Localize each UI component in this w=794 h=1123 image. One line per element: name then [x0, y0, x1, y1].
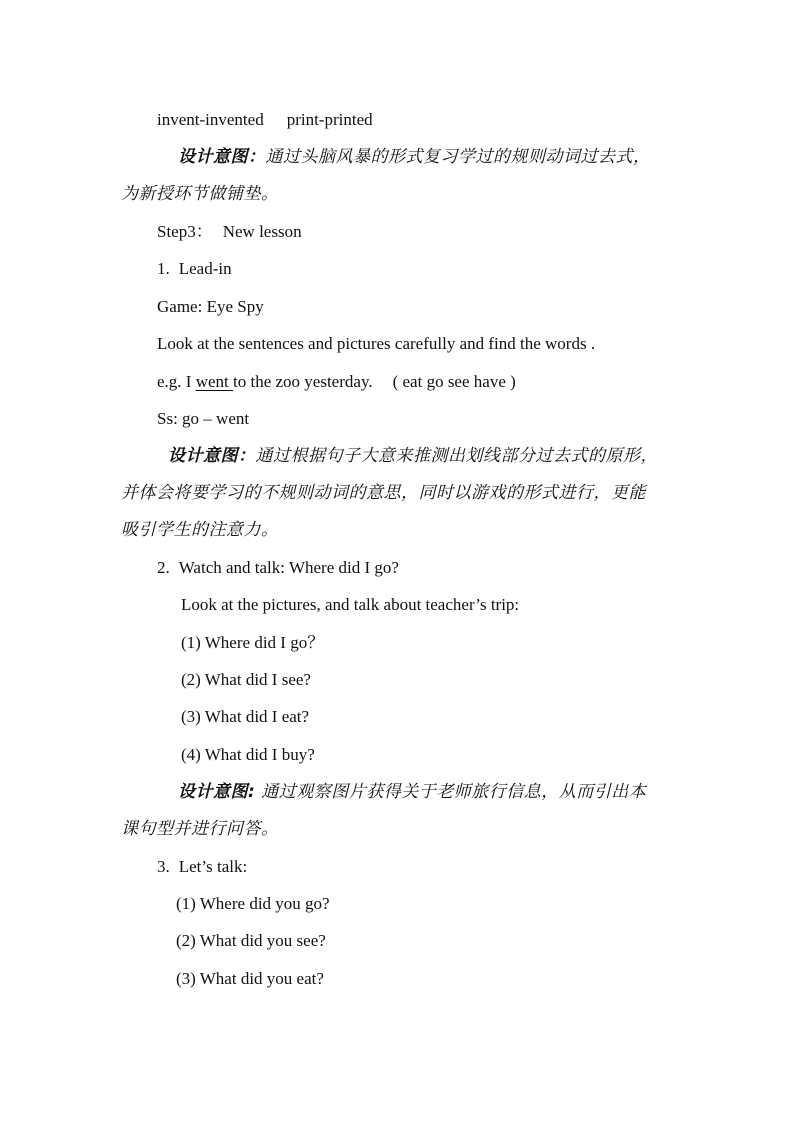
design-intent-label: 设计意图：: [178, 147, 266, 167]
section-title: Watch and talk: Where did I go?: [178, 558, 399, 577]
design-intent-text: 为新授环节做铺垫。: [121, 184, 279, 204]
example-suffix: to the zoo yesterday.: [233, 372, 373, 391]
section-number: 3.: [157, 857, 170, 876]
verb-pair-print: print-printed: [286, 110, 373, 129]
design-intent-2-cont: 并体会将要学习的不规则动词的意思，同时以游戏的形式进行，更能: [121, 483, 646, 503]
step-label: Step3：: [157, 222, 213, 241]
students-answer: Ss: go – went: [157, 409, 250, 428]
design-intent-2: [168, 445, 658, 467]
design-intent-3-cont: 课句型并进行问答。: [121, 819, 279, 839]
section-2-heading: [157, 557, 399, 579]
design-intent-label: 设计意图:: [178, 782, 256, 802]
design-intent-text: 通过观察图片获得关于老师旅行信息，从而引出本: [255, 782, 647, 802]
section-title: Lead-in: [178, 259, 232, 278]
section-title: Let’s talk:: [178, 857, 248, 876]
word-choices: ( eat go see have ): [392, 372, 516, 391]
instruction-line: Look at the sentences and pictures carefully and find the words .: [157, 334, 596, 353]
question-item: (3) What did you eat?: [176, 969, 324, 988]
underlined-word: went: [195, 372, 234, 391]
question-item: (1) Where did you go?: [176, 894, 330, 913]
section-number: 2.: [157, 558, 170, 577]
example-prefix: e.g. I: [157, 372, 196, 391]
example-line: [157, 371, 516, 393]
design-intent-label: 设计意图：: [168, 446, 256, 466]
step3-heading: [157, 221, 302, 243]
section-number: 1.: [157, 259, 170, 278]
question-item: (3) What did I eat?: [181, 707, 310, 726]
game-line: Game: Eye Spy: [157, 297, 264, 316]
question-item: (1) Where did I go？: [181, 633, 325, 652]
design-intent-text: 通过根据句子大意来推测出划线部分过去式的原形，: [255, 446, 658, 466]
design-intent-3: [178, 781, 646, 803]
design-intent-text: 通过头脑风暴的形式复习学过的规则动词过去式，: [265, 147, 651, 167]
section-3-heading: [157, 856, 247, 878]
question-item: (2) What did I see?: [181, 670, 311, 689]
section-1-heading: [157, 258, 232, 280]
design-intent-1-cont: [121, 183, 279, 205]
section-2-instruction: Look at the pictures, and talk about teacher’s trip:: [181, 595, 520, 614]
design-intent-1: [178, 146, 651, 168]
question-item: (2) What did you see?: [176, 931, 326, 950]
step-title: New lesson: [222, 222, 302, 241]
verb-pair-invent: invent-invented: [157, 110, 264, 129]
design-intent-2-cont: 吸引学生的注意力。: [121, 520, 279, 540]
question-item: (4) What did I buy?: [181, 745, 315, 764]
verb-pairs-line: [157, 109, 373, 131]
